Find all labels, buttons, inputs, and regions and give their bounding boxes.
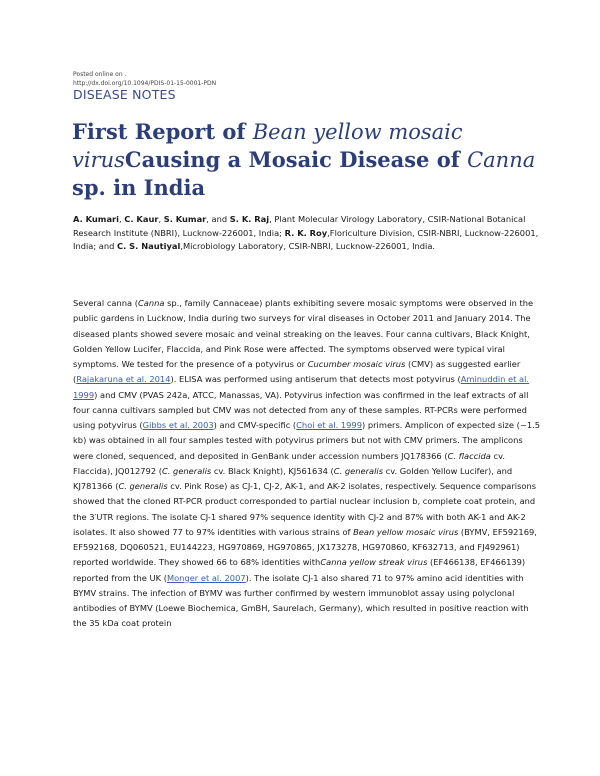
- species-name: C. generalis: [118, 481, 168, 491]
- author-affiliation: ,Microbiology Laboratory, CSIR-NBRI, Lucknow-226001, India.: [180, 241, 436, 252]
- title-genus-name: Canna: [467, 148, 536, 172]
- author-name: C. S. Nautiyal: [117, 241, 181, 252]
- citation-link[interactable]: Aminuddin et al. 1999: [73, 374, 530, 400]
- citation-link[interactable]: Monger et al. 2007: [166, 572, 246, 583]
- abstract-body: [73, 296, 543, 632]
- publication-meta: [73, 70, 216, 88]
- body-text: cv. Golden Yellow Lucifer), and KJ781366 (: [73, 465, 513, 491]
- title-part: First Report of: [72, 119, 253, 144]
- citation-link[interactable]: Rajakaruna et al. 2014: [76, 374, 171, 385]
- body-text: cv. Flaccida), JQ012792 (: [73, 450, 505, 476]
- species-name: C. generalis: [333, 465, 384, 476]
- citation-link[interactable]: Gibbs et al. 2003: [142, 420, 214, 430]
- species-name: Canna: [137, 298, 165, 308]
- body-text: ) and CMV-specific (: [213, 420, 297, 430]
- body-text: ) and CMV (PVAS 242a, ATCC, Manassas, VA). Potyvirus infection was confirmed in the leaf extracts of all four canna cultivars sampled but CMV was not detected from any of these samples. RT-PCRs were performed using potyvirus (: [73, 389, 529, 430]
- body-text: cv. Black Knight), KJ561634 (: [211, 465, 334, 476]
- author-affiliation: , Plant Molecular Virology Laboratory, CSIR-National Botanical Research Institute (NBRI), Lucknow-226001, India;: [73, 214, 526, 238]
- body-text: sp., family Cannaceae) plants exhibiting severe mosaic symptoms were observed in the public gardens in Lucknow, India during two surveys for viral diseases in October 2011 and January 2014. The diseased plants showed severe mosaic and veinal streaking on the leaves. Four canna cultivars, Black Knight, Golden Yellow Lucifer, Flaccida, and Pink Rose were affected. The symptoms observed were typical viral symptoms. We tested for the presence of a potyvirus or: [73, 298, 534, 369]
- author-name: R. K. Roy: [284, 227, 328, 238]
- species-name: Bean yellow mosaic virus: [353, 526, 459, 537]
- author-affiliation: ,Floriculture Division, CSIR-NBRI, Lucknow-226001, India; and: [73, 227, 539, 252]
- body-text: (BYMV, EF592169, EF592168, DQ060521, EU144223, HG970869, HG970865, JX173278, HG970860, KF632713, and FJ492961) reported worldwide. They showed 66 to 68% identities with: [73, 526, 537, 568]
- author-name: A. Kumari: [73, 214, 119, 224]
- article-title: [72, 118, 552, 202]
- section-label: DISEASE NOTES: [73, 87, 176, 102]
- body-text: ). ELISA was performed using antiserum that detects most potyvirus (: [170, 374, 461, 385]
- body-text: Several canna (: [73, 298, 138, 308]
- species-name: C. flaccida: [447, 450, 491, 461]
- body-text: ). The isolate CJ-1 also shared 71 to 97% amino acid identities with BYMV strains. The infection of BYMV was further confirmed by western immunoblot assay using polyclonal antibodies of BYMV (Loewe Biochemica, GmBH, Saurelach, Germany), which resulted in positive reaction with the 35 kDa coat protein: [73, 572, 529, 629]
- author-name: S. Kumar: [163, 214, 207, 224]
- title-part: Causing a Mosaic Disease of: [124, 147, 468, 172]
- body-text: ) primers. Amplicon of expected size (~1.5 kb) was obtained in all four samples tested with potyvirus primers but not with CMV primers. The amplicons were cloned, sequenced, and deposited in GenBank under accession numbers JQ178366 (: [73, 420, 541, 461]
- species-name: Canna yellow streak virus: [320, 557, 428, 568]
- species-name: Cucumber mosaic virus: [307, 359, 406, 369]
- author-separator: ,: [158, 214, 164, 224]
- body-text: cv. Pink Rose) as CJ-1, CJ-2, AK-1, and AK-2 isolates, respectively. Sequence comparisons showed that the cloned RT-PCR product corresponded to partial nuclear inclusion b, complete coat protein, and the 3′UTR regions. The isolate CJ-1 shared 97% sequence identity with CJ-2 and 87% with both AK-1 and AK-2 isolates. It also showed 77 to 97% identities with various strains of: [73, 481, 537, 537]
- author-separator: ,: [119, 214, 125, 224]
- posted-online-text: Posted online on .: [73, 71, 127, 78]
- body-text: (CMV) as suggested earlier (: [73, 359, 521, 385]
- author-name: S. K. Raj: [229, 214, 270, 224]
- species-name: C. generalis: [161, 465, 212, 476]
- author-separator: , and: [206, 214, 230, 224]
- doi-link[interactable]: http://dx.doi.org/10.1094/PDIS-01-15-0001-PDN: [73, 80, 217, 87]
- title-virus-name: Bean yellow mosaic virus: [72, 120, 463, 172]
- author-name: C. Kaur: [124, 214, 159, 224]
- body-text: (EF466138, EF466139) reported from the UK (: [73, 557, 526, 583]
- citation-link[interactable]: Choi et al. 1999: [296, 420, 362, 430]
- title-part: sp. in India: [72, 175, 206, 200]
- author-list: [73, 213, 543, 254]
